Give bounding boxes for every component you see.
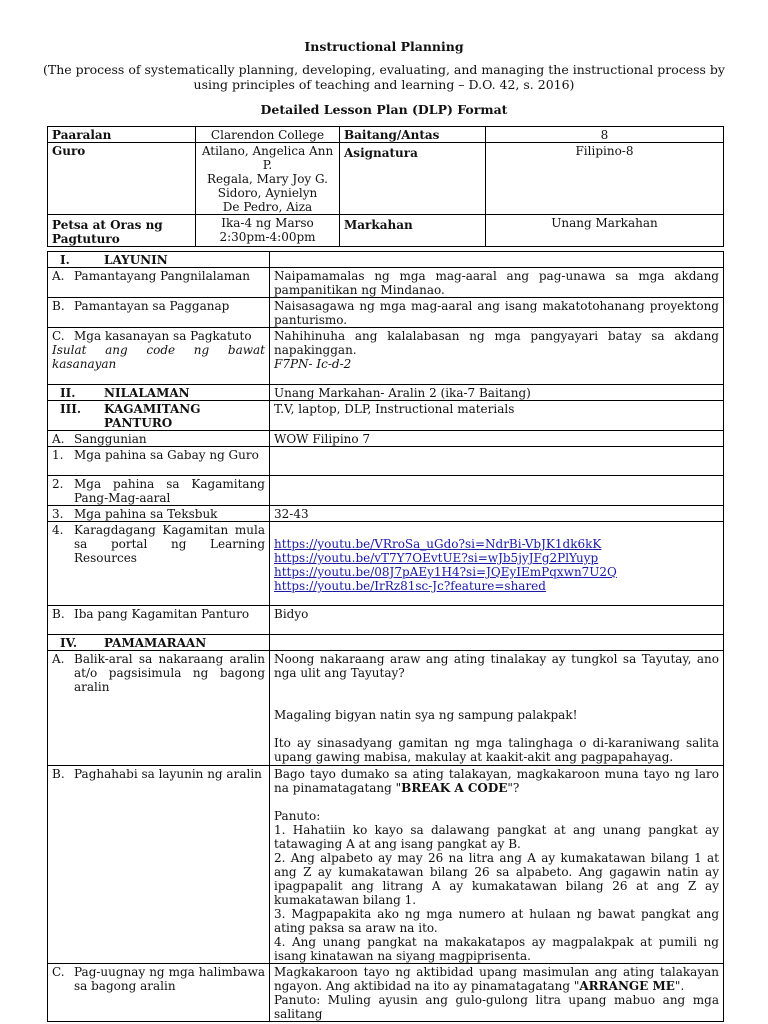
item-number: A. (52, 269, 65, 283)
table-row (48, 268, 724, 298)
guro-name-4: De Pedro, Aiza (222, 200, 313, 214)
item-value: 32-43 (270, 506, 724, 522)
section-layunin-row (48, 252, 724, 268)
item-number: B. (52, 607, 65, 621)
activity-intro: Magkakaroon tayo ng aktibidad upang masimulan ang ating talakayan ngayon. Ang aktibidad na ito ay pinamatagatang "ARRANGE ME". (274, 965, 719, 993)
section-pamamaraan-row (48, 635, 724, 651)
paaralan-value: Clarendon College (196, 127, 340, 143)
table-row (48, 606, 724, 635)
section-number: I. (60, 253, 70, 267)
document-subtitle: (The process of systematically planning, developing, evaluating, and managing the instructional process by using principles of teaching and learning – D.O. 42, s. 2016) (42, 62, 725, 92)
asignatura-label: Asignatura (340, 143, 486, 215)
item-value: Naipamamalas ng mga mag-aaral ang pag-unawa sa mga akdang pampanitikan ng Mindanao. (270, 268, 724, 298)
panuto-label: Panuto: (274, 809, 321, 823)
item-label: Mga pahina sa Teksbuk (74, 507, 218, 521)
guro-name-3: Sidoro, Aynielyn (217, 186, 318, 200)
list-item: 2. Ang alpabeto ay may 26 na litra ang A ay kumakatawan bilang 1 at ang Z ay kumakatawan bilang 26 sa alpabeto. Ang gagawin natin ay ipagpapalit ang litrang A ay kumakatawan bilang 26 at ang Z ay kumakatawan bilang 1. (274, 851, 719, 907)
item-number: 1. (52, 448, 64, 462)
game-name: BREAK A CODE (401, 781, 508, 795)
item-number: 2. (52, 477, 64, 491)
section-kagamitan-row (48, 401, 724, 431)
list-item: 1. Hahatiin ko kayo sa dalawang pangkat at ang unang pangkat ay tatawaging A at ang isang pangkat ay B. (274, 823, 719, 851)
item-number: B. (52, 299, 65, 313)
guro-label: Guro (48, 143, 196, 215)
section-value: Unang Markahan- Aralin 2 (ika-7 Baitang) (270, 385, 724, 401)
list-item: 3. Magpapakita ako ng mga numero at hulaan ng bawat pangkat ang ating paksa sa araw na ito. (274, 907, 719, 935)
section-title: NILALAMAN (104, 386, 190, 400)
item-label: Iba pang Kagamitan Panturo (74, 607, 250, 621)
section-title: PAMAMARAAN (104, 636, 207, 650)
item-label: Mga pahina sa Gabay ng Guro (74, 448, 259, 462)
petsa-label: Petsa at Oras ng Pagtuturo (48, 215, 196, 247)
section-title: KAGAMITANG PANTURO (104, 402, 201, 430)
resource-link[interactable]: https://youtu.be/08J7pAEy1H4?si=JQEyIEmPqxwn7U2Q (274, 565, 617, 579)
item-number: B. (52, 767, 65, 781)
section-layunin (48, 252, 270, 268)
item-value: Nahihinuha ang kalalabasan ng mga pangyayari batay sa akdang napakinggan. (274, 329, 719, 357)
game-intro: Bago tayo dumako sa ating talakayan, magkakaroon muna tayo ng laro na pinamatagatang "BREAK A CODE"? (274, 767, 719, 795)
list-item: 4. Ang unang pangkat na makakatapos ay magpalakpak at pumili ng isang kinatawan na siyang magpiprisenta. (274, 935, 719, 963)
item-label: Paghahabi sa layunin ng aralin (74, 767, 262, 781)
petsa-value (196, 215, 340, 247)
item-number: A. (52, 652, 65, 666)
petsa-time: 2:30pm-4:00pm (219, 230, 316, 244)
resource-link[interactable]: https://youtu.be/vT7Y7OEvtUE?si=wJb5jyJFg2PlYuyp (274, 551, 599, 565)
paragraph: Panuto: Muling ayusin ang gulo-gulong litra upang mabuo ang mga salitang (274, 993, 719, 1021)
item-label: Pag-uugnay ng mga halimbawa sa bagong aralin (74, 965, 265, 993)
item-label: Mga kasanayan sa Pagkatuto (74, 329, 252, 343)
asignatura-value: Filipino-8 (486, 143, 724, 215)
item-value: WOW Filipino 7 (270, 431, 724, 447)
item-number: 4. (52, 523, 64, 537)
section-number: III. (60, 402, 82, 416)
item-label: Pamantayan sa Pagganap (74, 299, 230, 313)
item-label: Mga pahina sa Kagamitang Pang-Mag-aaral (74, 477, 265, 505)
item-label: Karagdagang Kagamitan mula sa portal ng Learning Resources (74, 523, 265, 565)
paragraph: Ito ay sinasadyang gamitan ng mga talinghaga o di-karaniwang salita upang gawing mabisa, makulay at kaakit-akit ang pagpapahayag. (274, 736, 719, 764)
document-title: Instructional Planning (304, 39, 464, 54)
section-value: T.V, laptop, DLP, Instructional materials (270, 401, 724, 431)
table-row (48, 651, 724, 766)
petsa-date: Ika-4 ng Marso (221, 216, 314, 230)
item-label: Pamantayang Pangnilalaman (74, 269, 250, 283)
item-number: 3. (52, 507, 64, 521)
table-row (48, 964, 724, 1022)
item-value: Bidyo (270, 606, 724, 635)
competency-code: F7PN- Ic-d-2 (274, 357, 352, 371)
item-value (270, 447, 724, 476)
table-row (48, 431, 724, 447)
resource-link[interactable]: https://youtu.be/VRroSa_uGdo?si=NdrBi-VbJK1dk6kK (274, 537, 602, 551)
table-row (48, 328, 724, 385)
section-nilalaman-row (48, 385, 724, 401)
paaralan-label: Paaralan (48, 127, 196, 143)
item-number: C. (52, 965, 65, 979)
code-note: Isulat ang code ng bawat kasanayan (52, 343, 265, 371)
markahan-label: Markahan (340, 215, 486, 247)
markahan-value: Unang Markahan (486, 215, 724, 247)
section-number: II. (60, 386, 76, 400)
table-row (48, 476, 724, 506)
guro-name-1: Atilano, Angelica Ann P. (201, 144, 334, 172)
section-title: LAYUNIN (104, 253, 168, 267)
table-row (48, 447, 724, 476)
resource-link[interactable]: https://youtu.be/IrRz81sc-Jc?feature=shared (274, 579, 546, 593)
format-heading: Detailed Lesson Plan (DLP) Format (260, 102, 508, 117)
activity-name: ARRANGE ME (579, 979, 675, 993)
item-label: Sanggunian (74, 432, 147, 446)
lesson-plan-table (47, 251, 724, 1022)
item-number: A. (52, 432, 65, 446)
section-number: IV. (60, 636, 78, 650)
baitang-label: Baitang/Antas (340, 127, 486, 143)
table-row (48, 522, 724, 606)
guro-name-2: Regala, Mary Joy G. (207, 172, 328, 186)
table-row (48, 298, 724, 328)
paragraph: Magaling bigyan natin sya ng sampung palakpak! (274, 708, 578, 722)
header-table (47, 126, 724, 247)
item-number: C. (52, 329, 65, 343)
table-row (48, 766, 724, 964)
paragraph: Noong nakaraang araw ang ating tinalakay ay tungkol sa Tayutay, ano nga ulit ang Tayutay? (274, 652, 719, 680)
resource-links (270, 522, 724, 606)
baitang-value: 8 (486, 127, 724, 143)
item-value: Naisasagawa ng mga mag-aaral ang isang makatotohanang proyektong panturismo. (270, 298, 724, 328)
table-row (48, 506, 724, 522)
guro-value (196, 143, 340, 215)
item-label: Balik-aral sa nakaraang aralin at/o pagsisimula ng bagong aralin (74, 652, 265, 694)
item-value (270, 476, 724, 506)
